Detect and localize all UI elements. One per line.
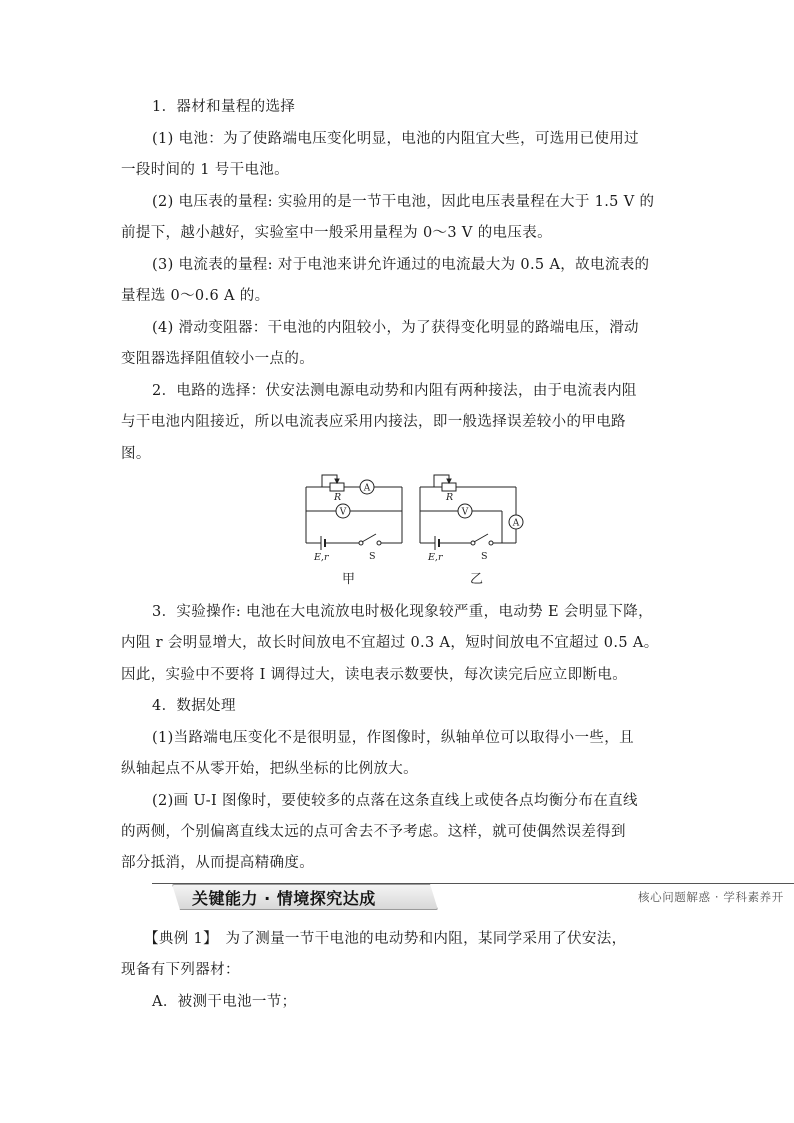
switch-terminal bbox=[489, 541, 493, 545]
caption-yi: 乙 bbox=[470, 572, 484, 587]
paragraph-battery-line-2: 一段时间的 1 号干电池。 bbox=[121, 162, 289, 178]
section-2-line-3: 图。 bbox=[121, 446, 151, 462]
label-Er-jia: E,r bbox=[314, 552, 329, 563]
banner-title: 关键能力 · 情境探究达成 bbox=[192, 889, 376, 908]
paragraph-voltmeter-line-1: (2) 电压表的量程: 实验用的是一节干电池，因此电压表量程在大于 1.5 V 的 bbox=[152, 194, 655, 210]
section-4-p2-line-3: 部分抵消，从而提高精确度。 bbox=[121, 855, 315, 871]
caption-jia: 甲 bbox=[342, 572, 356, 587]
label-S-jia: S bbox=[369, 551, 376, 562]
section-2-line-1: 2．电路的选择：伏安法测电源电动势和内阻有两种接法，由于电流表内阻 bbox=[152, 383, 637, 399]
label-A-jia: A bbox=[363, 483, 371, 494]
paragraph-rheostat-line-1: (4) 滑动变阻器：干电池的内阻较小，为了获得变化明显的路端电压，滑动 bbox=[152, 320, 639, 336]
section-3-line-2: 内阻 r 会明显增大，故长时间放电不宜超过 0.3 A，短时间放电不宜超过 0.5 A。 bbox=[121, 635, 659, 651]
paragraph-battery-line-1: (1) 电池：为了使路端电压变化明显，电池的内阻宜大些，可选用已使用过 bbox=[152, 131, 639, 147]
example-line-1: 【典例 1】 为了测量一节干电池的电动势和内阻，某同学采用了伏安法， bbox=[144, 931, 627, 947]
section-4-heading: 4．数据处理 bbox=[152, 698, 236, 714]
section-2-line-2: 与干电池内阻接近，所以电流表应采用内接法，即一般选择误差较小的甲电路 bbox=[121, 414, 626, 430]
paragraph-voltmeter-line-2: 前提下，越小越好，实验室中一般采用量程为 0～3 V 的电压表。 bbox=[121, 225, 552, 241]
section-4-p1-line-2: 纵轴起点不从零开始，把纵坐标的比例放大。 bbox=[121, 761, 418, 777]
label-V-yi: V bbox=[461, 507, 469, 518]
section-3-line-3: 因此，实验中不要将 I 调得过大，读电表示数要快，每次读完后应立即断电。 bbox=[121, 667, 628, 683]
banner-rule bbox=[152, 883, 794, 884]
rheostat-body bbox=[442, 483, 456, 491]
label-A-yi: A bbox=[512, 518, 520, 529]
section-4-p2-line-2: 的两侧，个别偏离直线太远的点可舍去不予考虑。这样，就可使偶然误差得到 bbox=[121, 824, 626, 840]
paragraph-ammeter-line-2: 量程选 0～0.6 A 的。 bbox=[121, 288, 270, 304]
banner-subtitle: 核心问题解惑 · 学科素养开 bbox=[638, 890, 784, 904]
label-Er-yi: E,r bbox=[428, 552, 443, 563]
label-V-jia: V bbox=[339, 507, 347, 518]
paragraph-rheostat-line-2: 变阻器选择阻值较小一点的。 bbox=[121, 351, 315, 367]
paragraph-ammeter-line-1: (3) 电流表的量程: 对于电池来讲允许通过的电流最大为 0.5 A，故电流表的 bbox=[152, 257, 650, 273]
example-line-2: 现备有下列器材： bbox=[121, 962, 240, 978]
switch-terminal bbox=[377, 541, 381, 545]
slider-arrow bbox=[335, 479, 339, 483]
section-banner bbox=[152, 879, 794, 909]
switch-blade bbox=[362, 534, 376, 542]
label-R-jia: R bbox=[334, 492, 342, 503]
rheostat-body bbox=[330, 483, 344, 491]
switch-blade bbox=[474, 534, 488, 542]
section-1-heading: 1．器材和量程的选择 bbox=[152, 99, 296, 115]
section-3-line-1: 3．实验操作: 电池在大电流放电时极化现象较严重，电动势 E 会明显下降， bbox=[152, 604, 653, 620]
section-4-p2-line-1: (2)画 U-I 图像时，要使较多的点落在这条直线上或使各点均衡分布在直线 bbox=[152, 793, 638, 809]
circuit-diagrams bbox=[298, 469, 538, 589]
slider-arrow bbox=[447, 479, 451, 483]
circuit-jia bbox=[306, 475, 402, 550]
example-line-3: A．被测干电池一节； bbox=[152, 994, 297, 1010]
circuit-yi bbox=[420, 475, 523, 550]
label-S-yi: S bbox=[481, 551, 488, 562]
label-R-yi: R bbox=[446, 492, 454, 503]
section-4-p1-line-1: (1)当路端电压变化不是很明显，作图像时，纵轴单位可以取得小一些，且 bbox=[152, 730, 634, 746]
